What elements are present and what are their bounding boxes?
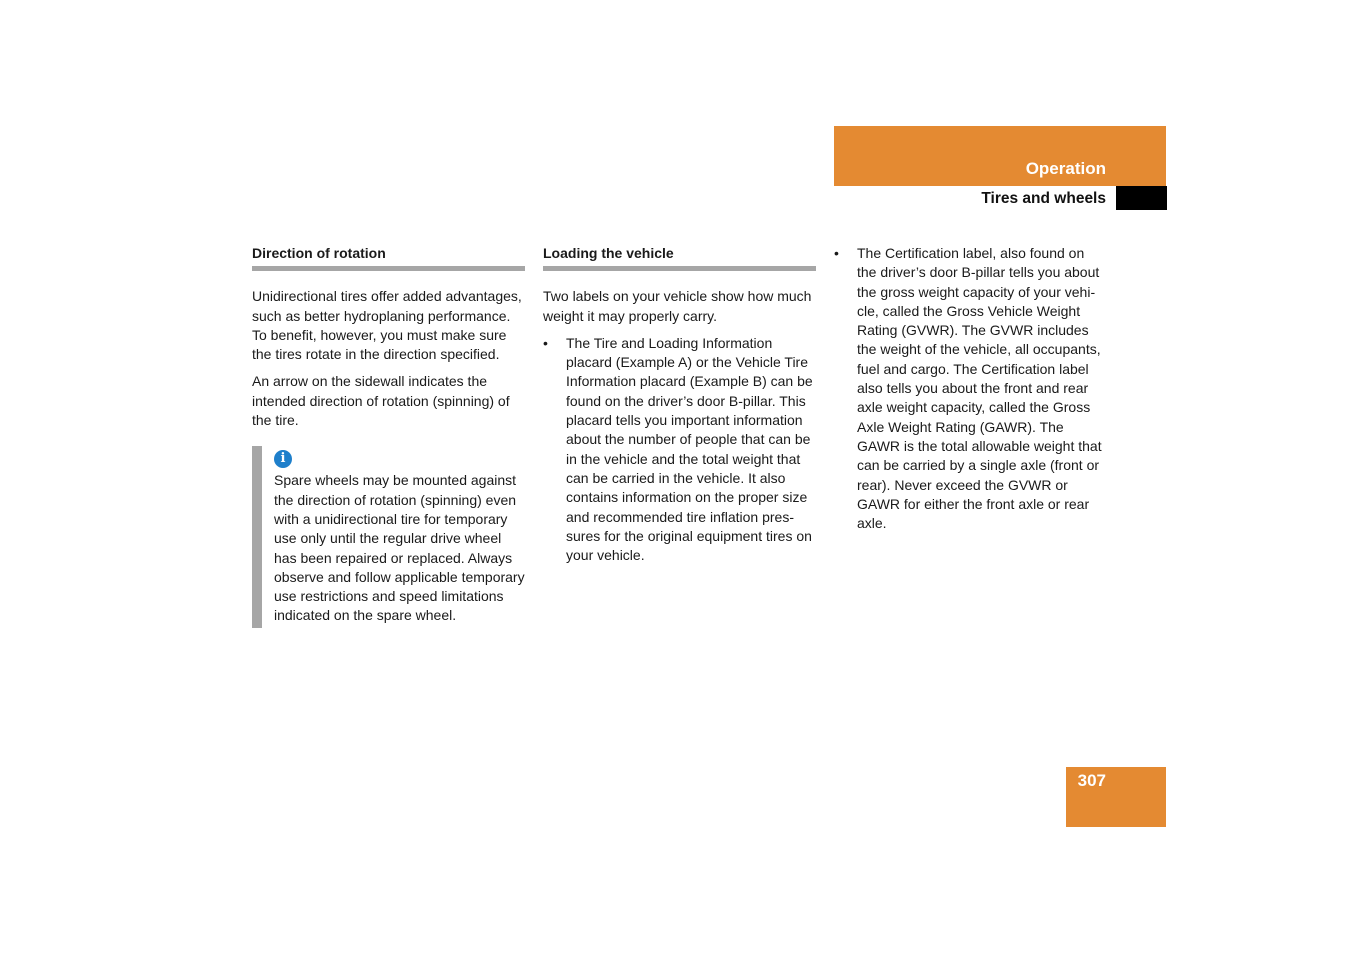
- list-item-text: The Certification label, also found on the driver’s door B-pillar tells you about the gross weight capacity of your vehicle, called the Gross Vehicle Weight Rating (GVWR). The GVWR includes the weight of the vehicle, all occupants, fuel and cargo. The Certification label also tells you about the front and rear axle weight capacity, called the Gross Axle Weight Rating (GAWR). The GAWR is the total allowable weight that can be carried by a single axle (front or rear). Never exceed the GVWR or GAWR for either the front axle or rear axle.: [857, 245, 1102, 532]
- column-loading-the-vehicle: [543, 244, 816, 573]
- paragraph-two-labels: Two labels on your vehicle show how much weight it may properly carry.: [543, 288, 812, 324]
- heading-direction-of-rotation: Direction of rotation: [252, 244, 525, 271]
- note-bar: [252, 446, 262, 627]
- info-note: [252, 446, 525, 627]
- info-icon: i: [274, 450, 292, 468]
- column-certification-label: [834, 244, 1106, 541]
- page-number: 307: [1077, 771, 1106, 790]
- info-note-text: Spare wheels may be mounted against the direction of rotation (spinning) even with a unidirectional tire for temporary use only until the regular drive wheel has been repaired or replaced. Always observe and follow applicable temporary use restrictions and speed limitations indicated on the spare wheel.: [274, 472, 525, 624]
- list-item: [834, 244, 1106, 533]
- paragraph-sidewall-arrow: An arrow on the sidewall indicates the intended direction of rotation (spinning) of the tire.: [252, 373, 510, 429]
- paragraph-unidirectional-tires: Unidirectional tires offer added advantages, such as better hydroplaning performance. To benefit, however, you must make sure the tires rotate in the direction specified.: [252, 288, 522, 363]
- chapter-tab-marker: [1116, 186, 1167, 210]
- section-title: Operation: [1025, 159, 1106, 178]
- subsection-title: Tires and wheels: [981, 190, 1106, 207]
- header-band: [834, 126, 1166, 186]
- bullet-symbol: •: [543, 334, 548, 351]
- bullet-symbol: •: [834, 245, 839, 261]
- list-item-text: The Tire and Loading Information placard (Example A) or the Vehicle Tire Information placard (Example B) can be found on the driver’s door B-pillar. This placard tells you important information about the number of people that can be in the vehicle and the total weight that can be carried in the vehicle. It also contains information on the proper size and recommended tire inflation pressures for the original equipment tires on your vehicle.: [566, 334, 813, 564]
- column-direction-of-rotation: [252, 244, 525, 628]
- heading-loading-the-vehicle: Loading the vehicle: [543, 244, 816, 271]
- list-item: [543, 334, 816, 566]
